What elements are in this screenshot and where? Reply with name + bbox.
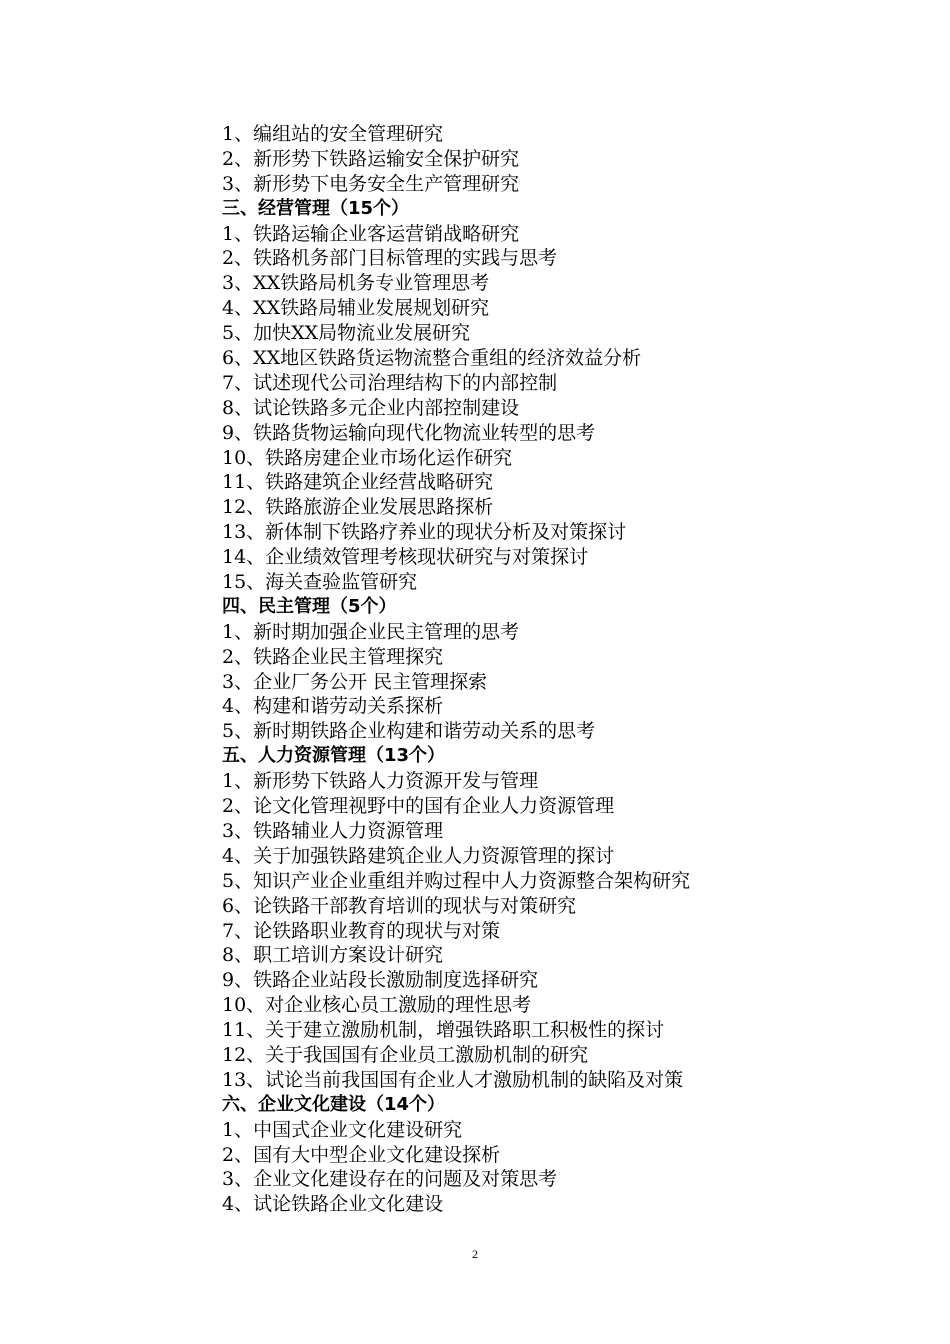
list-item: 2、新形势下铁路运输安全保护研究 [222, 147, 520, 170]
list-item: 4、关于加强铁路建筑企业人力资源管理的探讨 [222, 844, 615, 867]
list-item: 3、企业文化建设存在的问题及对策思考 [222, 1168, 558, 1191]
list-item: 6、论铁路干部教育培训的现状与对策研究 [222, 894, 577, 917]
list-item: 15、海关查验监管研究 [222, 571, 418, 594]
list-item: 1、铁路运输企业客运营销战略研究 [222, 222, 520, 245]
list-item: 3、企业厂务公开 民主管理探索 [222, 670, 488, 693]
list-item: 7、试述现代公司治理结构下的内部控制 [222, 371, 558, 394]
list-item: 7、论铁路职业教育的现状与对策 [222, 919, 501, 942]
list-item: 4、构建和谐劳动关系探析 [222, 695, 444, 718]
list-item: 12、关于我国国有企业员工激励机制的研究 [222, 1043, 589, 1066]
list-item: 11、关于建立激励机制，增强铁路职工积极性的探讨 [222, 1019, 665, 1042]
list-item: 4、XX铁路局辅业发展规划研究 [222, 297, 490, 320]
list-item: 1、中国式企业文化建设研究 [222, 1118, 463, 1141]
list-item: 5、知识产业企业重组并购过程中人力资源整合架构研究 [222, 869, 691, 892]
list-item: 1、新形势下铁路人力资源开发与管理 [222, 770, 539, 793]
list-item: 1、编组站的安全管理研究 [222, 123, 444, 145]
list-item: 10、对企业核心员工激励的理性思考 [222, 994, 532, 1017]
list-item: 4、试论铁路企业文化建设 [222, 1193, 444, 1216]
section-heading: 五、人力资源管理（13个） [222, 745, 446, 767]
section-heading: 四、民主管理（5个） [222, 595, 397, 617]
list-item: 3、XX铁路局机务专业管理思考 [222, 272, 490, 295]
list-item: 12、铁路旅游企业发展思路探析 [222, 496, 494, 519]
list-item: 14、企业绩效管理考核现状研究与对策探讨 [222, 546, 589, 569]
list-item: 2、国有大中型企业文化建设探析 [222, 1143, 501, 1166]
list-item: 1、新时期加强企业民主管理的思考 [222, 620, 520, 643]
document-body [222, 122, 902, 1217]
list-item: 3、铁路辅业人力资源管理 [222, 819, 444, 842]
list-item: 9、铁路企业站段长激励制度选择研究 [222, 969, 539, 992]
list-item: 2、铁路企业民主管理探究 [222, 645, 444, 668]
list-item: 2、铁路机务部门目标管理的实践与思考 [222, 247, 558, 270]
list-item: 6、XX地区铁路货运物流整合重组的经济效益分析 [222, 347, 642, 370]
list-item: 2、论文化管理视野中的国有企业人力资源管理 [222, 795, 615, 818]
list-item: 5、新时期铁路企业构建和谐劳动关系的思考 [222, 720, 596, 743]
section-heading: 三、经营管理（15个） [222, 197, 410, 219]
list-item: 13、试论当前我国国有企业人才激励机制的缺陷及对策 [222, 1068, 684, 1091]
list-item: 9、铁路货物运输向现代化物流业转型的思考 [222, 421, 596, 444]
list-item: 10、铁路房建企业市场化运作研究 [222, 446, 513, 469]
list-item: 5、加快XX局物流业发展研究 [222, 322, 471, 345]
section-heading: 六、企业文化建设（14个） [222, 1093, 446, 1115]
list-item: 11、铁路建筑企业经营战略研究 [222, 471, 494, 494]
page-number: 2 [472, 1247, 478, 1261]
list-item: 13、新体制下铁路疗养业的现状分析及对策探讨 [222, 521, 627, 544]
list-item: 8、职工培训方案设计研究 [222, 944, 444, 967]
list-item: 3、新形势下电务安全生产管理研究 [222, 172, 520, 195]
list-item: 8、试论铁路多元企业内部控制建设 [222, 396, 520, 419]
